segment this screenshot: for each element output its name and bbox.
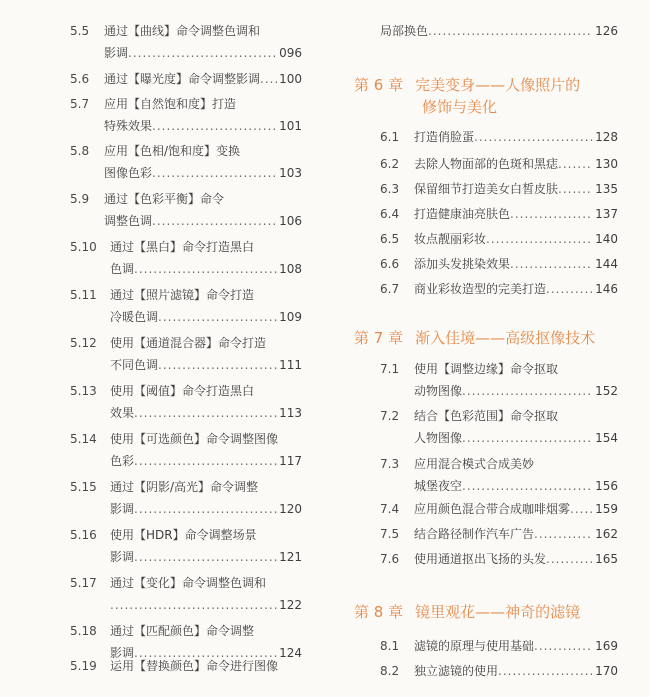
toc-entry-line [70, 526, 302, 544]
toc-entry-number: 6.2 [380, 157, 400, 171]
toc-entry-title: 独立滤镜的使用 [414, 664, 499, 678]
toc-page-number: 121 [279, 550, 302, 564]
dot-leader [134, 452, 277, 470]
toc-entry-line [70, 260, 302, 278]
indent-spacer [70, 260, 110, 278]
toc-entry-title: 添加头发挑染效果 [414, 257, 511, 271]
toc-entry-title-continued: 效果 [110, 406, 135, 420]
toc-page-number: 154 [595, 431, 618, 445]
toc-entry-line [70, 286, 302, 304]
toc-entry-line [70, 238, 302, 256]
dot-leader [134, 548, 277, 566]
toc-page-number: 156 [595, 479, 618, 493]
toc-entry-title-continued: 色彩 [110, 454, 135, 468]
toc-entry-title: 运用【替换颜色】命令进行图像 [110, 659, 279, 673]
toc-page-number: 108 [279, 262, 302, 276]
toc-entry-line [380, 205, 618, 223]
toc-entry-title: 应用【自然饱和度】打造 [104, 97, 237, 111]
indent-spacer [70, 212, 104, 230]
toc-entry-title-continued: 影调 [110, 550, 135, 564]
toc-entry-number: 5.15 [70, 480, 97, 494]
toc-entry-title-continued: 局部换色 [380, 24, 429, 38]
toc-entry-number: 6.5 [380, 232, 400, 246]
toc-entry-title: 滤镜的原理与使用基础 [414, 639, 535, 653]
toc-entry-title-continued: 图像色彩 [104, 166, 153, 180]
toc-entry-title: 使用【阈值】命令打造黑白 [110, 384, 255, 398]
chapter-heading-line [354, 601, 580, 623]
toc-entry-line [380, 407, 618, 425]
toc-page-number: 146 [595, 282, 618, 296]
toc-page-number: 140 [595, 232, 618, 246]
toc-entry-title-continued: 不同色调 [110, 358, 159, 372]
toc-entry-number: 7.6 [380, 552, 400, 566]
toc-entry-line [70, 500, 302, 518]
indent-spacer [70, 308, 110, 326]
toc-entry-title: 通过【曲线】命令调整色调和 [104, 24, 261, 38]
toc-entry-title: 应用颜色混合带合成咖啡烟雾 [414, 502, 571, 516]
toc-entry-number: 5.16 [70, 528, 97, 542]
toc-page-number: 152 [595, 384, 618, 398]
toc-page-number: 124 [279, 646, 302, 660]
chapter-label: 第 7 章 [354, 329, 404, 347]
indent-spacer [70, 548, 110, 566]
dot-leader [462, 477, 593, 495]
toc-entry-title: 使用【HDR】命令调整场景 [110, 528, 257, 542]
toc-entry-line [70, 596, 302, 614]
toc-page-number: 113 [279, 406, 302, 420]
dot-leader [134, 500, 277, 518]
toc-entry-line [380, 429, 618, 447]
toc-entry-number: 5.12 [70, 336, 97, 350]
chapter-heading-line [422, 96, 497, 118]
toc-page-number: 159 [595, 502, 618, 516]
indent-spacer [380, 477, 414, 495]
dot-leader [546, 280, 593, 298]
toc-entry-line [70, 22, 302, 40]
chapter-label: 第 8 章 [354, 603, 404, 621]
indent-spacer [380, 429, 414, 447]
chapter-heading-line [354, 74, 580, 96]
toc-entry-line [70, 70, 302, 88]
toc-entry-line [70, 452, 302, 470]
toc-entry-line [70, 382, 302, 400]
dot-leader [534, 637, 593, 655]
toc-entry-title-continued: 影调 [104, 46, 129, 60]
toc-page-number: 111 [279, 358, 302, 372]
toc-entry-title: 去除人物面部的色斑和黑痣 [414, 157, 559, 171]
dot-leader [558, 155, 593, 173]
toc-page-number: 135 [595, 182, 618, 196]
toc-entry-title: 通过【色彩平衡】命令 [104, 192, 225, 206]
toc-entry-line [356, 22, 618, 40]
toc-entry-number: 8.1 [380, 639, 400, 653]
toc-entry-title-continued: 调整色调 [104, 214, 153, 228]
toc-entry-title: 妆点靓丽彩妆 [414, 232, 487, 246]
dot-leader [570, 500, 593, 518]
toc-entry-number: 5.11 [70, 288, 97, 302]
indent-spacer [70, 404, 110, 422]
toc-entry-line [380, 280, 618, 298]
toc-entry-title: 通过【照片滤镜】命令打造 [110, 288, 255, 302]
chapter-title: 渐入佳境——高级抠像技术 [415, 329, 596, 347]
indent-spacer [70, 164, 104, 182]
toc-entry-line [380, 180, 618, 198]
toc-entry-number: 5.14 [70, 432, 97, 446]
toc-entry-line [70, 142, 302, 160]
toc-entry-line [380, 455, 618, 473]
toc-entry-title-continued: 人物图像 [414, 431, 463, 445]
toc-entry-line [70, 430, 302, 448]
toc-entry-number: 5.13 [70, 384, 97, 398]
toc-entry-line [380, 155, 618, 173]
indent-spacer [70, 117, 104, 135]
toc-entry-line [380, 662, 618, 680]
toc-entry-line [70, 622, 302, 640]
dot-leader [486, 230, 593, 248]
toc-entry-number: 7.5 [380, 527, 400, 541]
toc-page-number: 103 [279, 166, 302, 180]
toc-entry-line [70, 190, 302, 208]
toc-entry-line [380, 525, 618, 543]
toc-entry-number: 5.8 [70, 144, 90, 158]
toc-entry-number: 6.7 [380, 282, 400, 296]
toc-entry-title: 保留细节打造美女白皙皮肤 [414, 182, 559, 196]
toc-entry-number: 7.4 [380, 502, 400, 516]
toc-page-number: 117 [279, 454, 302, 468]
toc-entry-number: 5.18 [70, 624, 97, 638]
dot-leader [152, 212, 277, 230]
toc-entry-number: 8.2 [380, 664, 400, 678]
dot-leader [510, 205, 593, 223]
toc-page-number: 165 [595, 552, 618, 566]
toc-entry-title-continued: 色调 [110, 262, 135, 276]
toc-entry-title: 应用混合模式合成美妙 [414, 457, 535, 471]
toc-page-number: 122 [279, 598, 302, 612]
toc-entry-title: 应用【色相/饱和度】变换 [104, 144, 241, 158]
toc-entry-title: 使用【调整边缘】命令抠取 [414, 362, 559, 376]
dot-leader [534, 525, 593, 543]
toc-entry-number: 6.1 [380, 130, 400, 144]
toc-entry-title-continued: 特殊效果 [104, 119, 153, 133]
toc-entry-line [70, 548, 302, 566]
chapter-title: 镜里观花——神奇的滤镜 [415, 603, 581, 621]
toc-entry-title: 打造健康油亮肤色 [414, 207, 511, 221]
toc-page-number: 169 [595, 639, 618, 653]
toc-entry-line [70, 117, 302, 135]
toc-entry-line [380, 550, 618, 568]
dot-leader [428, 22, 593, 40]
dot-leader [128, 44, 277, 62]
toc-entry-title: 结合【色彩范围】命令抠取 [414, 409, 559, 423]
dot-leader [546, 550, 593, 568]
indent-spacer [70, 500, 110, 518]
toc-entry-line [380, 382, 618, 400]
toc-entry-title: 结合路径制作汽车广告 [414, 527, 535, 541]
toc-entry-line [70, 44, 302, 62]
toc-page-number: 106 [279, 214, 302, 228]
chapter-title: 完美变身——人像照片的 [415, 76, 581, 94]
chapter-label: 第 6 章 [354, 76, 404, 94]
toc-entry-title: 使用【可选颜色】命令调整图像 [110, 432, 279, 446]
toc-entry-line [70, 657, 302, 675]
dot-leader [510, 255, 593, 273]
toc-entry-number: 7.1 [380, 362, 400, 376]
toc-entry-title: 通过【黑白】命令打造黑白 [110, 240, 255, 254]
toc-entry-title-continued: 动物图像 [414, 384, 463, 398]
toc-page-number: 128 [595, 130, 618, 144]
toc-page-number: 126 [595, 24, 618, 38]
dot-leader [110, 596, 277, 614]
toc-page-number: 109 [279, 310, 302, 324]
toc-entry-title-continued: 城堡夜空 [414, 479, 463, 493]
indent-spacer [70, 596, 110, 614]
toc-entry-title-continued: 影调 [110, 646, 135, 660]
toc-entry-number: 5.10 [70, 240, 97, 254]
toc-page-number: 100 [279, 72, 302, 86]
toc-entry-line [380, 230, 618, 248]
dot-leader [498, 662, 593, 680]
toc-entry-line [380, 360, 618, 378]
dot-leader [558, 180, 593, 198]
toc-entry-title-continued: 影调 [110, 502, 135, 516]
dot-leader [462, 429, 593, 447]
toc-entry-number: 5.19 [70, 659, 97, 673]
indent-spacer [356, 22, 380, 40]
chapter-title-continued: 修饰与美化 [422, 98, 498, 116]
toc-entry-number: 5.6 [70, 72, 90, 86]
toc-entry-number: 5.5 [70, 24, 90, 38]
toc-page-number: 096 [279, 46, 302, 60]
toc-entry-number: 7.2 [380, 409, 400, 423]
toc-page-number: 170 [595, 664, 618, 678]
indent-spacer [70, 44, 104, 62]
toc-entry-title: 通过【曝光度】命令调整影调 [104, 72, 261, 86]
toc-entry-title: 使用【通道混合器】命令打造 [110, 336, 267, 350]
toc-entry-line [380, 637, 618, 655]
toc-entry-line [70, 212, 302, 230]
dot-leader [152, 117, 277, 135]
indent-spacer [70, 452, 110, 470]
dot-leader [260, 70, 277, 88]
dot-leader [134, 404, 277, 422]
toc-entry-line [70, 356, 302, 374]
toc-entry-number: 6.4 [380, 207, 400, 221]
toc-page-number: 101 [279, 119, 302, 133]
toc-page-number: 137 [595, 207, 618, 221]
toc-entry-line [70, 574, 302, 592]
toc-entry-title: 打造俏脸蛋 [414, 130, 475, 144]
dot-leader [158, 356, 277, 374]
chapter-heading-line [354, 327, 595, 349]
dot-leader [134, 260, 277, 278]
toc-entry-number: 6.3 [380, 182, 400, 196]
toc-entry-number: 5.9 [70, 192, 90, 206]
toc-page-number: 144 [595, 257, 618, 271]
dot-leader [152, 164, 277, 182]
toc-entry-line [70, 308, 302, 326]
toc-entry-line [70, 478, 302, 496]
toc-entry-number: 7.3 [380, 457, 400, 471]
toc-entry-line [70, 164, 302, 182]
toc-entry-number: 5.17 [70, 576, 97, 590]
toc-entry-title: 使用通道抠出飞扬的头发 [414, 552, 547, 566]
toc-entry-title-continued: 冷暖色调 [110, 310, 159, 324]
dot-leader [462, 382, 593, 400]
toc-entry-title: 通过【阴影/高光】命令调整 [110, 480, 259, 494]
toc-entry-number: 5.7 [70, 97, 90, 111]
toc-page-number: 120 [279, 502, 302, 516]
dot-leader [158, 308, 277, 326]
toc-entry-line [380, 500, 618, 518]
toc-entry-line [380, 255, 618, 273]
toc-page-number: 162 [595, 527, 618, 541]
toc-entry-title: 通过【变化】命令调整色调和 [110, 576, 267, 590]
toc-entry-line [380, 477, 618, 495]
indent-spacer [70, 356, 110, 374]
toc-entry-line [380, 128, 618, 146]
toc-entry-line [70, 95, 302, 113]
toc-entry-number: 6.6 [380, 257, 400, 271]
toc-entry-title: 商业彩妆造型的完美打造 [414, 282, 547, 296]
toc-entry-line [70, 334, 302, 352]
toc-entry-title: 通过【匹配颜色】命令调整 [110, 624, 255, 638]
toc-page-number: 130 [595, 157, 618, 171]
indent-spacer [380, 382, 414, 400]
dot-leader [474, 128, 593, 146]
toc-entry-line [70, 404, 302, 422]
